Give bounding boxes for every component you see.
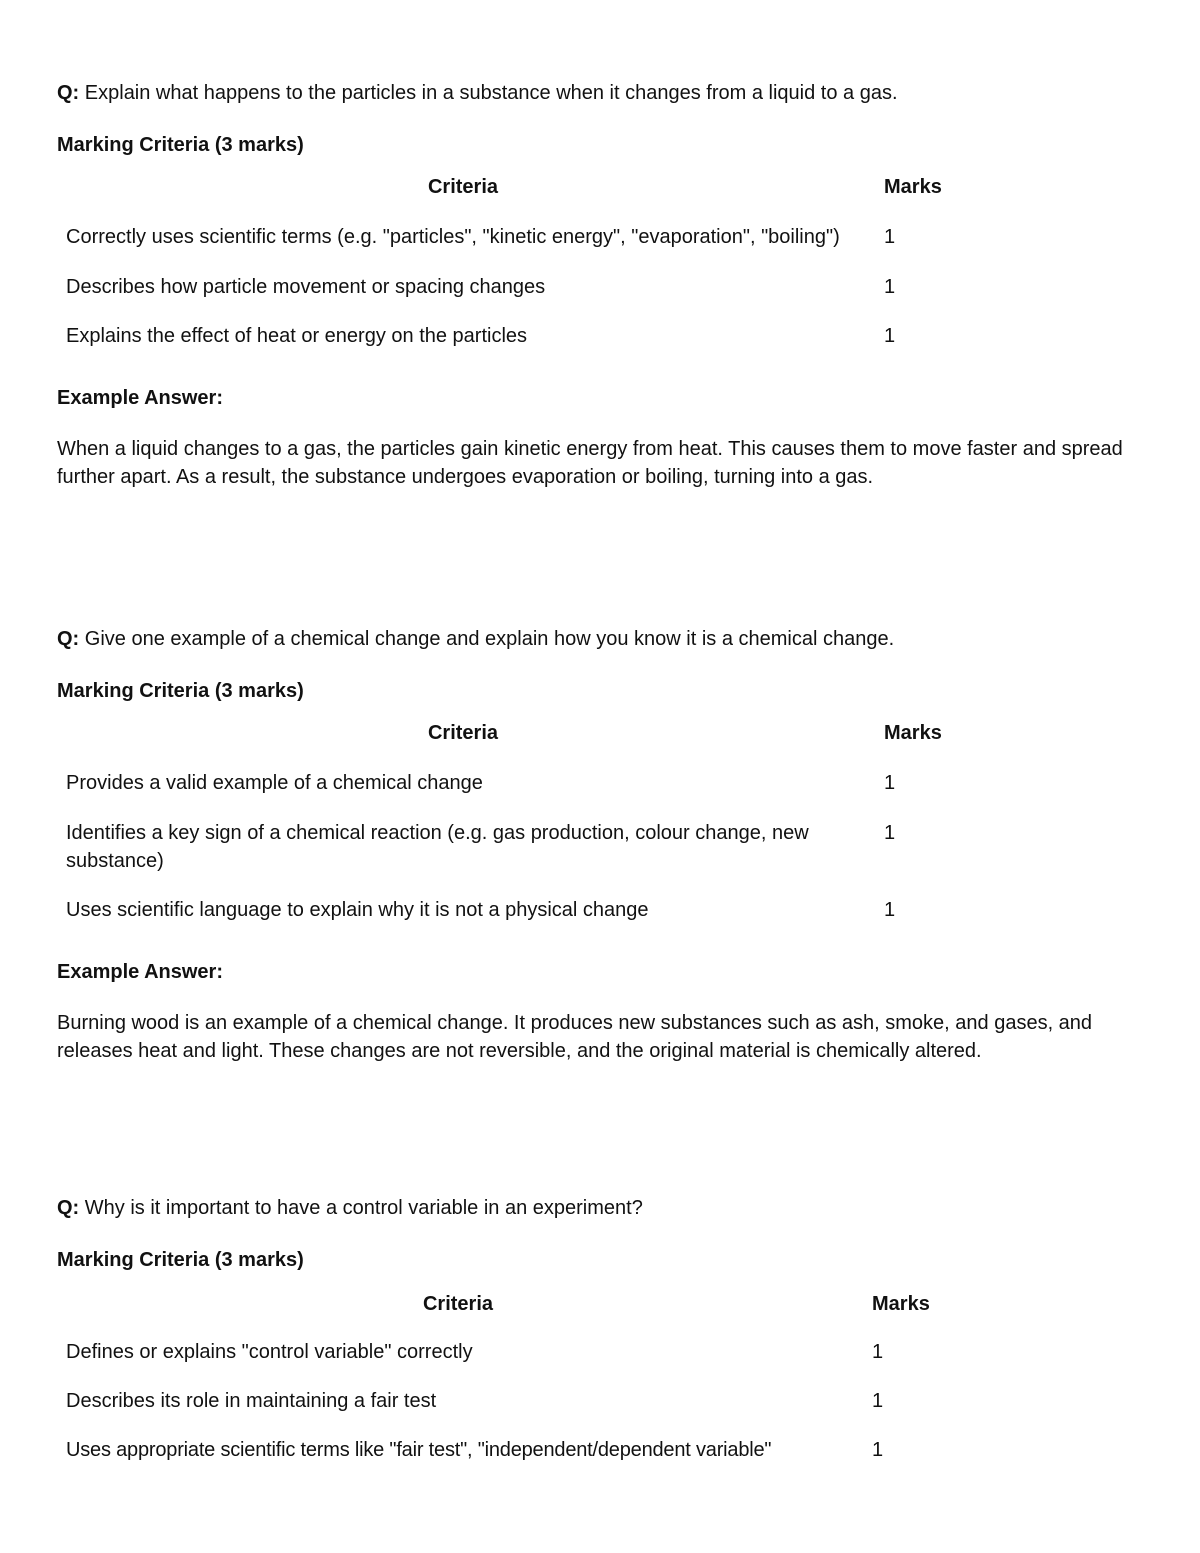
table-row	[57, 201, 984, 251]
criteria-cell: Identifies a key sign of a chemical reaction (e.g. gas production, colour change, new substance)	[66, 822, 809, 872]
table-row	[57, 251, 984, 301]
criteria-cell: Uses appropriate scientific terms like "fair test", "independent/dependent variable"	[66, 1439, 772, 1461]
marks-cell: 1	[884, 325, 896, 347]
example-answer-title: Example Answer:	[57, 387, 223, 409]
question-block-2	[57, 625, 1147, 1065]
question-block-1	[57, 79, 1147, 491]
criteria-cell: Provides a valid example of a chemical change	[66, 772, 483, 794]
criteria-header: Criteria	[427, 722, 499, 744]
table-header-row	[57, 719, 984, 747]
table-row	[57, 875, 984, 924]
table-row	[57, 301, 984, 350]
table-row	[57, 747, 984, 797]
marks-cell: 1	[884, 276, 896, 298]
criteria-table	[57, 1290, 972, 1464]
criteria-cell: Explains the effect of heat or energy on the particles	[66, 325, 528, 347]
question-label: Q:	[57, 82, 80, 104]
criteria-cell: Describes how particle movement or spacing changes	[66, 276, 546, 298]
marks-cell: 1	[872, 1439, 884, 1461]
criteria-cell: Uses scientific language to explain why it is not a physical change	[66, 899, 649, 921]
marks-cell: 1	[872, 1341, 884, 1363]
question-text: Q: Explain what happens to the particles in a substance when it changes from a liquid to a gas.	[57, 82, 898, 104]
example-answer-title: Example Answer:	[57, 961, 223, 983]
table-row	[57, 1366, 972, 1415]
criteria-table	[57, 719, 984, 924]
marks-cell: 1	[884, 772, 896, 794]
marks-cell: 1	[884, 226, 896, 248]
criteria-cell: Describes its role in maintaining a fair test	[66, 1390, 437, 1412]
marking-criteria-title: Marking Criteria (3 marks)	[57, 1249, 304, 1271]
criteria-table	[57, 173, 984, 350]
marks-cell: 1	[872, 1390, 884, 1412]
marks-header: Marks	[872, 1293, 930, 1315]
criteria-cell: Defines or explains "control variable" correctly	[66, 1341, 473, 1363]
marks-cell: 1	[884, 822, 896, 844]
criteria-header: Criteria	[422, 1293, 494, 1315]
question-label: Q:	[57, 1197, 80, 1219]
criteria-cell: Correctly uses scientific terms (e.g. "particles", "kinetic energy", "evaporation", "boiling")	[66, 226, 840, 248]
question-text: Q: Why is it important to have a control variable in an experiment?	[57, 1197, 643, 1219]
marks-cell: 1	[884, 899, 896, 921]
marking-criteria-title: Marking Criteria (3 marks)	[57, 680, 304, 702]
table-row	[57, 1415, 972, 1464]
marks-header: Marks	[884, 176, 942, 198]
table-header-row	[57, 173, 984, 201]
criteria-header: Criteria	[427, 176, 499, 198]
example-answer-text: When a liquid changes to a gas, the particles gain kinetic energy from heat. This causes them to move faster and spread further apart. As a result, the substance undergoes evaporation or boiling, turning into a gas.	[57, 438, 1123, 488]
question-text: Q: Give one example of a chemical change and explain how you know it is a chemical change.	[57, 628, 895, 650]
marks-header: Marks	[884, 722, 942, 744]
question-label: Q:	[57, 628, 80, 650]
table-row	[57, 1318, 972, 1366]
question-block-3	[57, 1194, 1147, 1464]
marking-criteria-title: Marking Criteria (3 marks)	[57, 134, 304, 156]
table-header-row	[57, 1290, 972, 1318]
table-row	[57, 797, 984, 875]
example-answer-text: Burning wood is an example of a chemical change. It produces new substances such as ash, smoke, and gases, and releases heat and light. These changes are not reversible, and the original material is chemically altered.	[57, 1012, 1093, 1062]
